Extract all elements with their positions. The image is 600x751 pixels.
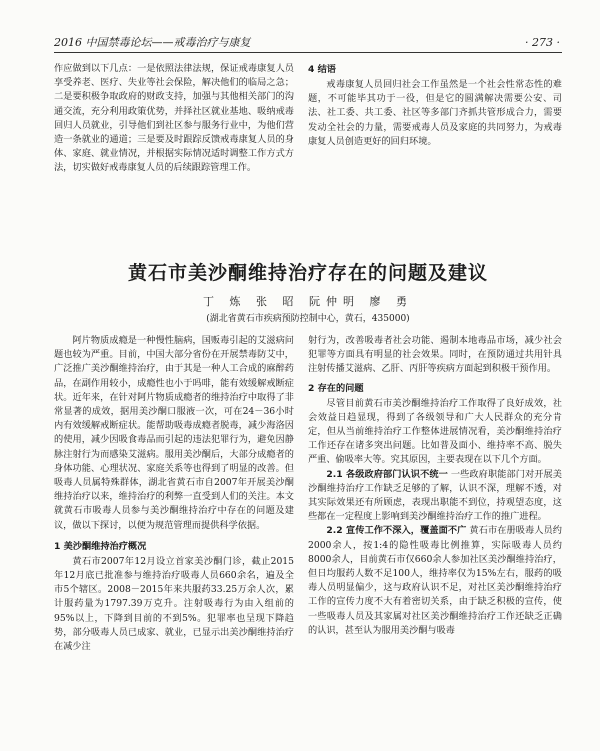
intro-paragraph: 阿片物质成瘾是一种慢性脑病，国贩毒引起的艾滋病问题也较为严重。目前，中国大部分省份在开展禁毒防艾中，广泛推广美沙酮维持治疗，由于其是一种人工合成的麻醉药品，在副作用较小，成瘾性也小于吗啡，能有效缓解戒断症状。近年来，在针对阿片物质成瘾者的维持治疗中取得了非常显著的成效，据用美沙酮口服液一次，可在24－36小时内有效缓解戒断症状。能帮助吸毒成瘾者脱毒，减少海洛因的使用，减少因吸食毒品而引起的违法犯罪行为，避免因静脉注射行为而感染艾滋病。服用美沙酮后，大部分成瘾者的身体功能、心理状况、家庭关系等也得到了明显的改善。但吸毒人员属特殊群体，湖北省黄石市自2007年开展美沙酮维持治疗以来，维持治疗的利弊一直受到人们的关注。本文就黄石市吸毒人员参与美沙酮维持治疗中存在的问题及建议，做以下探讨，以便为规范管理而提供科学依据。 <box>54 335 294 531</box>
article-authors: 丁 炼 张 昭 阮仲明 廖 勇 <box>203 295 413 308</box>
sub2-text: 黄石市在册吸毒人员约2000余人，按1:4的隐性吸毒比例推算，实际吸毒人员约8000余人，目前黄石市仅660余人参加社区美沙酮维持治疗，但日均服药人数不足100人，维持率仅为15%左右，服药的吸毒人员明显偏少，这与政府认识不足，对社区美沙酮维持治疗工作的宣传力度不大有着密切关系，由于缺乏积极的宣传，使一些吸毒人员及其家属对社区美沙酮维持治疗工作还缺乏正确的认识，甚至认为服用美沙酮与吸毒 <box>308 525 562 636</box>
section2-paragraph: 尽管目前黄石市美沙酮维持治疗工作取得了良好成效，社会效益日趋显现，得到了各级领导和广大人民群众的充分肯定，但从当前维持治疗工作整体进展情况看，美沙酮维持治疗工作还存在诸多突出问题。比如普及面小、维持率不高、脱失严重、偷吸率大等。究其原因，主要表现在以下几个方面。 <box>308 397 562 466</box>
prev-article-text: 作应做到以下几点：一是依照法律法规，保证戒毒康复人员享受养老、医疗、失业等社会保险，解决他们的临局之急；二是要积极争取政府的财政支持，加强与其他相关部门的沟通交流，充分利用政策优势，并择社区就业基地、吸纳戒毒回归人员就业，引导他们到社区参与服务行业中，为他们营造一条就业的通道；三是要及时跟踪反馈戒毒康复人员的身体、家庭、就业情况，并根据实际情况适时调整工作方式方法，切实做好戒毒康复人员的后续跟踪管理工作。 <box>54 63 294 174</box>
running-header <box>54 34 560 50</box>
article-right-column <box>308 334 562 638</box>
article-title: 黄石市美沙酮维持治疗存在的问题及建议 <box>127 262 488 284</box>
article-affiliation: (湖北省黄石市疾病预防控制中心，黄石，435000) <box>206 314 410 324</box>
page-number: · 273 · <box>525 35 560 49</box>
prev-article-left-column <box>54 62 294 176</box>
section1-paragraph: 黄石市2007年12月设立首家美沙酮门诊，截止2015年12月底已批准参与维持治疗吸毒人员660余名，遍及全市5个辖区。2008－2015年来共服药33.25万余人次，累计服药量为1797.39万克升。注射吸毒行为由入组前的95%以上，下降到目前的不到5%。犯罪率也呈现下降趋势，部分吸毒人员已成家、就业，已显示出美沙酮维持治疗在减少注 <box>54 555 294 653</box>
prev-article-right-column <box>308 62 562 149</box>
header-rule <box>54 52 562 53</box>
journal-name: 2016 中国禁毒论坛——戒毒治疗与康复 <box>54 36 251 49</box>
section2-heading: 2 存在的问题 <box>308 382 364 394</box>
section1-heading: 1 美沙酮维持治疗概况 <box>54 540 147 552</box>
article-left-column <box>54 334 294 654</box>
sub1-heading: 2.1 各级政府部门认识不统一 <box>326 468 448 480</box>
sub2-heading: 2.2 宣传工作不深入，覆盖面不广 <box>326 525 467 537</box>
sub1-text: 一些政府职能部门对开展美沙酮维持治疗工作缺乏足够的了解，认识不深，理解不透，对其实际效果还有所顾虑，表现出职能不到位，持观望态度，这些都在一定程度上影响到美沙酮维持治疗工作的推广进程。 <box>308 468 562 523</box>
conclusion-text: 戒毒康复人员回归社会工作虽然是一个社会性常态性的难题，不可能毕其功于一役，但是它的圆满解决需要公安、司法、社工委、共工委、社区等多部门齐抓共管形成合力，需要发动全社会的力量，需要戒毒人员及家庭的共同努力，为戒毒康复人员创造更好的回归环境。 <box>308 79 562 147</box>
conclusion-heading: 4 结语 <box>308 64 336 75</box>
right-continuation-paragraph: 射行为，改善吸毒者社会功能、遏制本地毒品市场，减少社会犯罪等方面具有明显的社会效果。同时，在预防通过共用针具注射传播艾滋病、乙肝、丙肝等疾病方面起到积极干预作用。 <box>308 335 562 375</box>
